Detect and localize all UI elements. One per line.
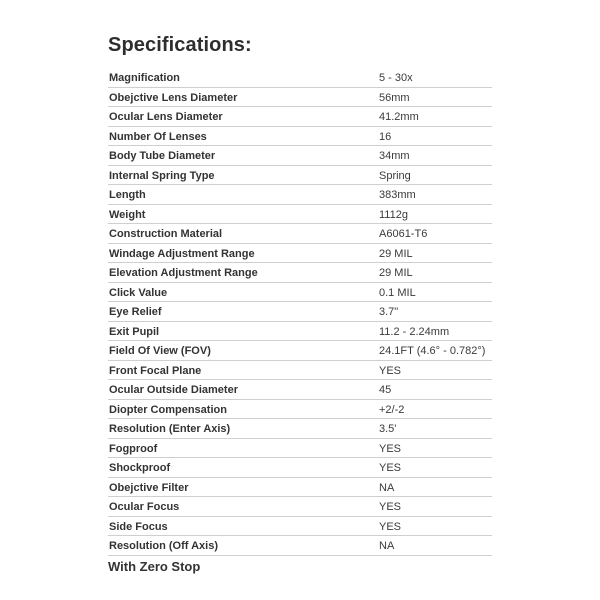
spec-label: Internal Spring Type [109, 169, 215, 182]
table-row [108, 497, 492, 517]
table-row [108, 536, 492, 556]
table-row [108, 478, 492, 498]
spec-value: YES [379, 462, 402, 474]
table-row [108, 322, 492, 342]
spec-label: Click Value [109, 286, 168, 299]
spec-label: Exit Pupil [109, 325, 160, 338]
table-row [108, 185, 492, 205]
table-row [108, 419, 492, 439]
spec-label: Windage Adjustment Range [109, 247, 255, 260]
table-row [108, 224, 492, 244]
table-row [108, 283, 492, 303]
spec-value: 56mm [379, 91, 410, 104]
spec-label: Construction Material [109, 228, 223, 240]
page-title: Specifications: [108, 34, 252, 56]
table-row [108, 88, 492, 108]
table-row [108, 361, 492, 381]
spec-label: Side Focus [109, 520, 168, 533]
spec-label: Ocular Outside Diameter [109, 384, 238, 396]
spec-value: YES [379, 364, 402, 377]
spec-label: Body Tube Diameter [109, 150, 216, 162]
spec-value: 16 [379, 130, 392, 143]
table-row [108, 380, 492, 400]
spec-label: Resolution (Enter Axis) [109, 423, 231, 435]
spec-value: +2/-2 [379, 403, 405, 416]
spec-label: Ocular Focus [109, 501, 180, 513]
spec-label: Elevation Adjustment Range [109, 267, 258, 279]
spec-value: 3.5' [379, 423, 397, 435]
spec-label: Magnification [109, 72, 180, 84]
spec-value: YES [379, 520, 402, 533]
spec-label: Weight [109, 208, 146, 221]
spec-value: 34mm [379, 150, 410, 162]
spec-value: 11.2 - 2.24mm [379, 325, 450, 338]
spec-value: 3.7" [379, 306, 399, 318]
spec-value: 1112g [379, 208, 408, 221]
spec-value: 24.1FT (4.6° - 0.782°) [379, 345, 486, 357]
spec-table [108, 68, 492, 556]
spec-value: NA [379, 481, 395, 494]
spec-value: 41.2mm [379, 111, 419, 123]
footer-note: With Zero Stop [108, 559, 201, 574]
table-row [108, 400, 492, 420]
spec-value: 0.1 MIL [379, 286, 416, 299]
table-row [108, 439, 492, 459]
spec-value: 45 [379, 384, 392, 396]
table-row [108, 205, 492, 225]
table-row [108, 68, 492, 88]
spec-label: Front Focal Plane [109, 364, 202, 377]
spec-value: NA [379, 540, 395, 552]
spec-value: A6061-T6 [379, 228, 428, 240]
spec-label: Field Of View (FOV) [109, 345, 211, 357]
spec-label: Eye Relief [109, 306, 162, 318]
spec-value: 5 - 30x [379, 72, 413, 84]
spec-label: Diopter Compensation [109, 403, 227, 416]
spec-label: Obejctive Lens Diameter [109, 91, 238, 104]
table-row [108, 263, 492, 283]
spec-label: Ocular Lens Diameter [109, 111, 223, 123]
spec-value: 383mm [379, 189, 416, 201]
table-row [108, 302, 492, 322]
table-row [108, 146, 492, 166]
spec-label: Fogproof [109, 442, 158, 455]
table-row [108, 458, 492, 478]
spec-label: Number Of Lenses [109, 130, 207, 143]
table-row [108, 166, 492, 186]
spec-label: Shockproof [109, 462, 171, 474]
table-row [108, 107, 492, 127]
table-row [108, 517, 492, 537]
table-row [108, 341, 492, 361]
table-row [108, 244, 492, 264]
spec-label: Length [109, 189, 146, 201]
spec-label: Obejctive Filter [109, 481, 189, 494]
spec-value: Spring [379, 169, 411, 182]
table-row [108, 127, 492, 147]
spec-label: Resolution (Off Axis) [109, 540, 218, 552]
spec-value: 29 MIL [379, 267, 413, 279]
spec-value: YES [379, 442, 402, 455]
spec-value: YES [379, 501, 402, 513]
spec-value: 29 MIL [379, 247, 413, 260]
